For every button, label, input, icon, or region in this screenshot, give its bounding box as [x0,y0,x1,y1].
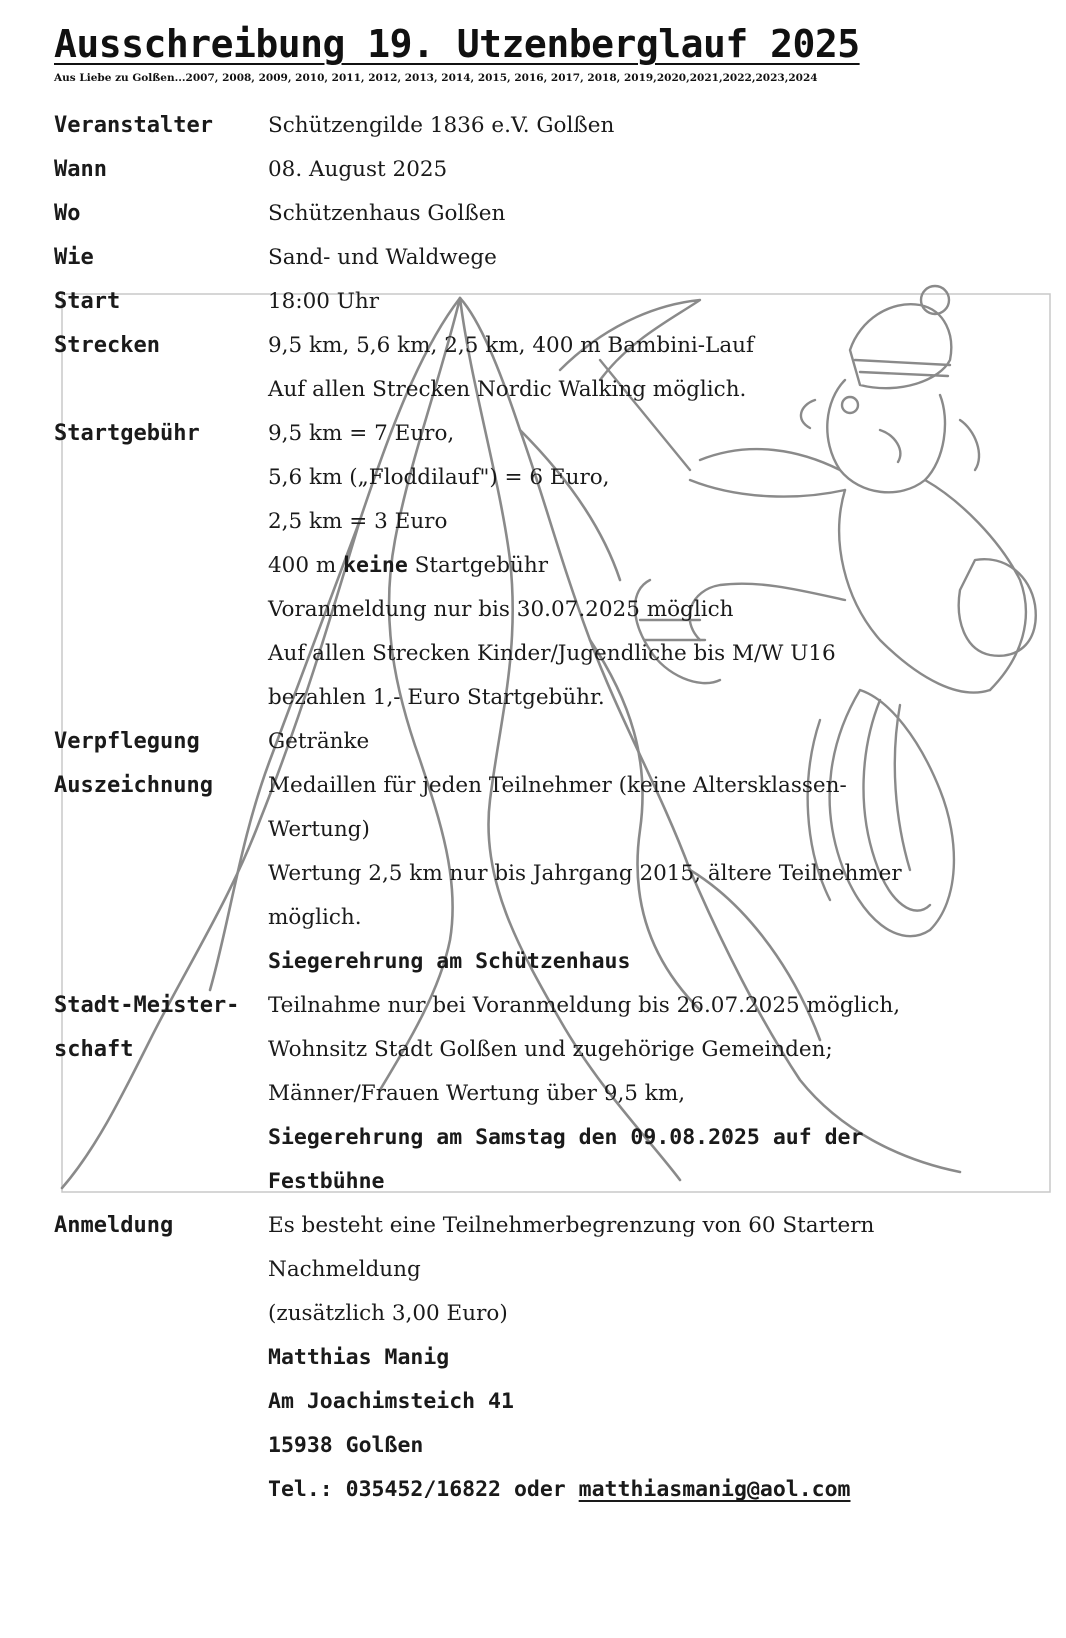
row-label-text: Verpflegung [54,729,200,754]
value-line: Wertung 2,5 km nur bis Jahrgang 2015, ältere Teilnehmer [268,861,902,886]
value-line: Sand- und Waldwege [268,245,497,270]
value-line: Auf allen Strecken Nordic Walking möglich. [268,377,747,402]
info-row [0,236,1066,280]
email-link[interactable]: matthiasmanig@aol.com [578,1477,851,1502]
value-line: Getränke [268,729,370,754]
row-label [54,192,264,236]
value-line: Festbühne [268,1169,385,1194]
info-table [0,104,1066,1512]
row-value [268,1204,1028,1512]
row-label-text: Wie [54,245,94,270]
value-line: 9,5 km = 7 Euro, [268,421,455,446]
row-label [54,236,264,280]
info-row [0,280,1066,324]
value-line [268,1468,1028,1512]
row-label [54,1204,264,1248]
row-label-text: Anmeldung [54,1213,174,1238]
value-line: Siegerehrung am Samstag den 09.08.2025 auf der [268,1125,864,1150]
value-line: Nachmeldung [268,1257,421,1282]
row-value [268,984,1028,1204]
row-label [54,764,264,808]
page-title: Ausschreibung 19. Utzenberglauf 2025 [54,22,860,66]
info-row [0,324,1066,412]
value-line: bezahlen 1,- Euro Startgebühr. [268,685,605,710]
row-value [268,764,1028,984]
value-line: Siegerehrung am Schützenhaus [268,949,631,974]
row-label [54,984,264,1072]
row-label-text: Wann [54,157,107,182]
row-label [54,104,264,148]
value-line: Voranmeldung nur bis 30.07.2025 möglich [268,597,734,622]
value-line: Schützengilde 1836 e.V. Golßen [268,113,615,138]
row-label [54,412,264,456]
row-value [268,148,1028,192]
value-line: Wertung) [268,817,370,842]
row-label [54,720,264,764]
row-value [268,412,1028,720]
row-label-text: Stadt-Meister- [54,993,240,1018]
value-line: 15938 Golßen [268,1433,424,1458]
value-line: 9,5 km, 5,6 km, 2,5 km, 400 m Bambini-Lauf [268,333,754,358]
row-value [268,236,1028,280]
value-line: Teilnahme nur bei Voranmeldung bis 26.07.2025 möglich, [268,993,901,1018]
row-value [268,104,1028,148]
row-label-text: Start [54,289,121,314]
value-text: 400 m [268,553,344,578]
row-value [268,192,1028,236]
row-label-text: Veranstalter [54,113,213,138]
info-row [0,104,1066,148]
value-line: 5,6 km („Floddilauf") = 6 Euro, [268,465,610,490]
value-text: Startgebühr [407,553,548,578]
row-label-text: Auszeichnung [54,773,213,798]
value-line: 08. August 2025 [268,157,448,182]
row-label-text: Startgebühr [54,421,200,446]
row-label-text: Wo [54,201,81,226]
value-line: 18:00 Uhr [268,289,380,314]
row-value [268,324,1028,412]
row-label-text: schaft [54,1037,134,1062]
value-line: Es besteht eine Teilnehmerbegrenzung von 60 Startern [268,1213,875,1238]
info-row [0,984,1066,1204]
value-line: 2,5 km = 3 Euro [268,509,448,534]
value-line: Matthias Manig [268,1345,450,1370]
info-row [0,764,1066,984]
row-value [268,280,1028,324]
info-row [0,412,1066,720]
value-line: Auf allen Strecken Kinder/Jugendliche bis M/W U16 [268,641,836,666]
value-line: Medaillen für jeden Teilnehmer (keine Altersklassen- [268,773,847,798]
value-line [268,544,1028,588]
value-line: Schützenhaus Golßen [268,201,506,226]
value-line: Männer/Frauen Wertung über 9,5 km, [268,1081,686,1106]
value-line: Am Joachimsteich 41 [268,1389,514,1414]
info-row [0,148,1066,192]
value-text: Tel.: 035452/16822 oder [268,1477,579,1502]
row-label [54,148,264,192]
row-label [54,280,264,324]
value-line: Wohnsitz Stadt Golßen und zugehörige Gemeinden; [268,1037,833,1062]
row-label [54,324,264,368]
value-text: keine [343,553,408,578]
row-value [268,720,1028,764]
info-row [0,1204,1066,1512]
value-line: möglich. [268,905,362,930]
value-line: (zusätzlich 3,00 Euro) [268,1301,508,1326]
info-row [0,192,1066,236]
info-row [0,720,1066,764]
row-label-text: Strecken [54,333,160,358]
page-subtitle: Aus Liebe zu Golßen...2007, 2008, 2009, 2010, 2011, 2012, 2013, 2014, 2015, 2016, 2017, 2018, 2019,2020,2021,2022,2023,2024 [54,72,818,84]
